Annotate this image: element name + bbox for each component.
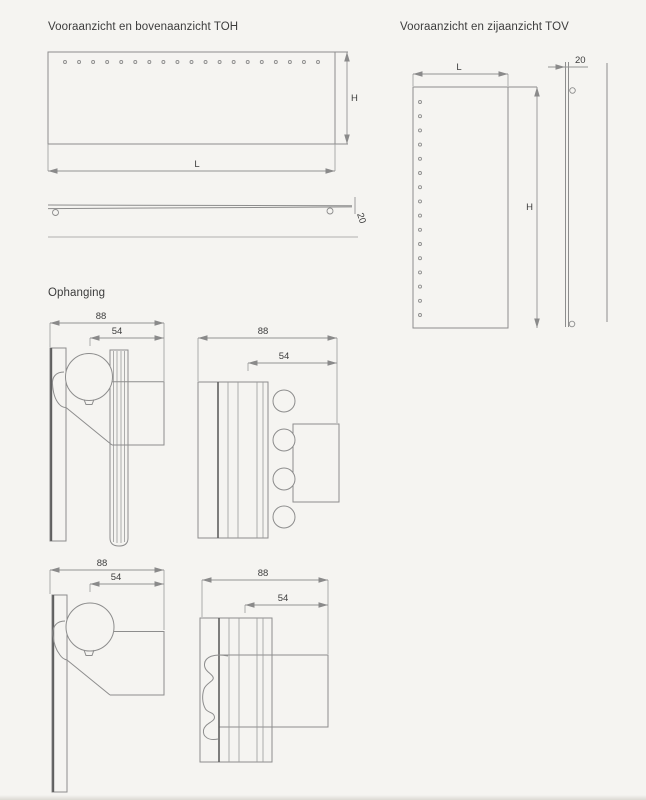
plate-top-inner-dim-label: 54 bbox=[277, 593, 289, 604]
ophanging-title: Ophanging bbox=[48, 287, 106, 299]
ophanging-detail-rail-top bbox=[198, 326, 339, 538]
toh-front-view bbox=[48, 52, 348, 171]
hole-dot bbox=[246, 61, 249, 64]
tov-length-dim-label: L bbox=[456, 62, 462, 73]
rail-side-tube-circle bbox=[66, 354, 113, 401]
hole-dot bbox=[288, 61, 291, 64]
hole-dot bbox=[419, 186, 422, 189]
hole-dot bbox=[232, 61, 235, 64]
tov-front-view bbox=[413, 74, 537, 328]
tov-hole-column bbox=[419, 101, 422, 317]
plate-top-dimensions bbox=[202, 568, 328, 654]
hole-dot bbox=[92, 61, 95, 64]
hole-dot bbox=[419, 129, 422, 132]
toh-hole-row bbox=[64, 61, 320, 64]
hole-dot bbox=[302, 61, 305, 64]
rail-top-tube-circle bbox=[273, 468, 295, 490]
plate-top-outer-dim-label: 88 bbox=[257, 568, 269, 579]
hole-dot bbox=[419, 299, 422, 302]
hole-dot bbox=[419, 271, 422, 274]
hole-dot bbox=[419, 200, 422, 203]
hole-dot bbox=[176, 61, 179, 64]
hole-dot bbox=[419, 143, 422, 146]
hole-dot bbox=[419, 243, 422, 246]
toh-bar-bottom-line bbox=[48, 207, 352, 209]
ophanging-detail-plate-side bbox=[50, 558, 164, 792]
hole-dot bbox=[419, 228, 422, 231]
plate-top-bracket-plate bbox=[219, 655, 328, 727]
plate-side-panel-bar bbox=[52, 595, 67, 792]
rail-top-panel-section bbox=[198, 382, 268, 538]
hole-dot bbox=[419, 257, 422, 260]
toh-dimensions bbox=[48, 52, 358, 171]
plate-side-tube-circle bbox=[66, 603, 114, 651]
rail-top-outer-dim-label: 88 bbox=[257, 326, 269, 337]
ophanging-detail-rail-side bbox=[50, 311, 164, 546]
toh-length-dim-label: L bbox=[194, 159, 200, 170]
hole-dot bbox=[419, 101, 422, 104]
tov-depth-dim-label: 20 bbox=[575, 55, 586, 66]
plate-side-bracket-diagonal bbox=[67, 660, 110, 695]
plate-side-hook-curve bbox=[53, 621, 67, 660]
scan-edge-shadow bbox=[0, 795, 646, 800]
rail-top-tube-circle bbox=[273, 390, 295, 412]
hole-dot bbox=[419, 157, 422, 160]
hole-dot bbox=[419, 115, 422, 118]
hole-dot bbox=[64, 61, 67, 64]
rail-top-tube-circle bbox=[273, 429, 295, 451]
rail-side-inner-dim-label: 54 bbox=[111, 326, 123, 337]
plate-top-panel-section bbox=[200, 618, 272, 762]
toh-bar-top-line bbox=[48, 205, 352, 206]
hole-dot bbox=[120, 61, 123, 64]
tov-panel-outline bbox=[413, 87, 508, 328]
rail-side-outer-dim-label: 88 bbox=[95, 311, 107, 322]
hole-dot bbox=[419, 285, 422, 288]
toh-right-hook bbox=[327, 208, 333, 214]
hole-dot bbox=[260, 61, 263, 64]
plate-side-inner-dim-label: 54 bbox=[110, 572, 122, 583]
hole-dot bbox=[134, 61, 137, 64]
toh-top-view bbox=[48, 197, 368, 237]
rail-top-bracket-plate bbox=[293, 424, 339, 502]
plate-side-outer-dim-label: 88 bbox=[96, 558, 108, 569]
toh-drawing bbox=[48, 52, 368, 237]
hole-dot bbox=[106, 61, 109, 64]
toh-left-hook bbox=[53, 210, 59, 216]
hole-dot bbox=[419, 172, 422, 175]
hole-dot bbox=[78, 61, 81, 64]
tov-bottom-hook bbox=[569, 321, 575, 327]
rail-side-hook-curve bbox=[52, 372, 66, 408]
toh-depth-dim-label: 20 bbox=[354, 211, 368, 225]
hole-dot bbox=[148, 61, 151, 64]
rail-side-panel-bar bbox=[50, 348, 66, 541]
hole-dot bbox=[317, 61, 320, 64]
hole-dot bbox=[274, 61, 277, 64]
hole-dot bbox=[419, 214, 422, 217]
tov-title: Vooraanzicht en zijaanzicht TOV bbox=[400, 21, 569, 33]
hole-dot bbox=[218, 61, 221, 64]
ophanging-detail-plate-top bbox=[200, 568, 328, 762]
rail-side-bracket-diagonal bbox=[66, 408, 112, 446]
tov-top-hook bbox=[570, 88, 576, 94]
rail-top-inner-dim-label: 54 bbox=[278, 351, 290, 362]
tov-side-view bbox=[548, 55, 607, 327]
tov-drawing bbox=[413, 55, 607, 328]
hole-dot bbox=[419, 314, 422, 317]
hole-dot bbox=[162, 61, 165, 64]
tov-height-dim-label: H bbox=[526, 202, 533, 213]
toh-title: Vooraanzicht en bovenaanzicht TOH bbox=[48, 21, 239, 33]
rail-side-bracket-plate bbox=[112, 382, 164, 445]
toh-height-dim-label: H bbox=[351, 93, 358, 104]
plate-side-bracket-plate bbox=[110, 632, 164, 696]
tov-dimensions bbox=[413, 62, 537, 328]
toh-panel-outline bbox=[48, 52, 335, 144]
hole-dot bbox=[204, 61, 207, 64]
rail-top-tube-circle bbox=[273, 506, 295, 528]
hole-dot bbox=[190, 61, 193, 64]
